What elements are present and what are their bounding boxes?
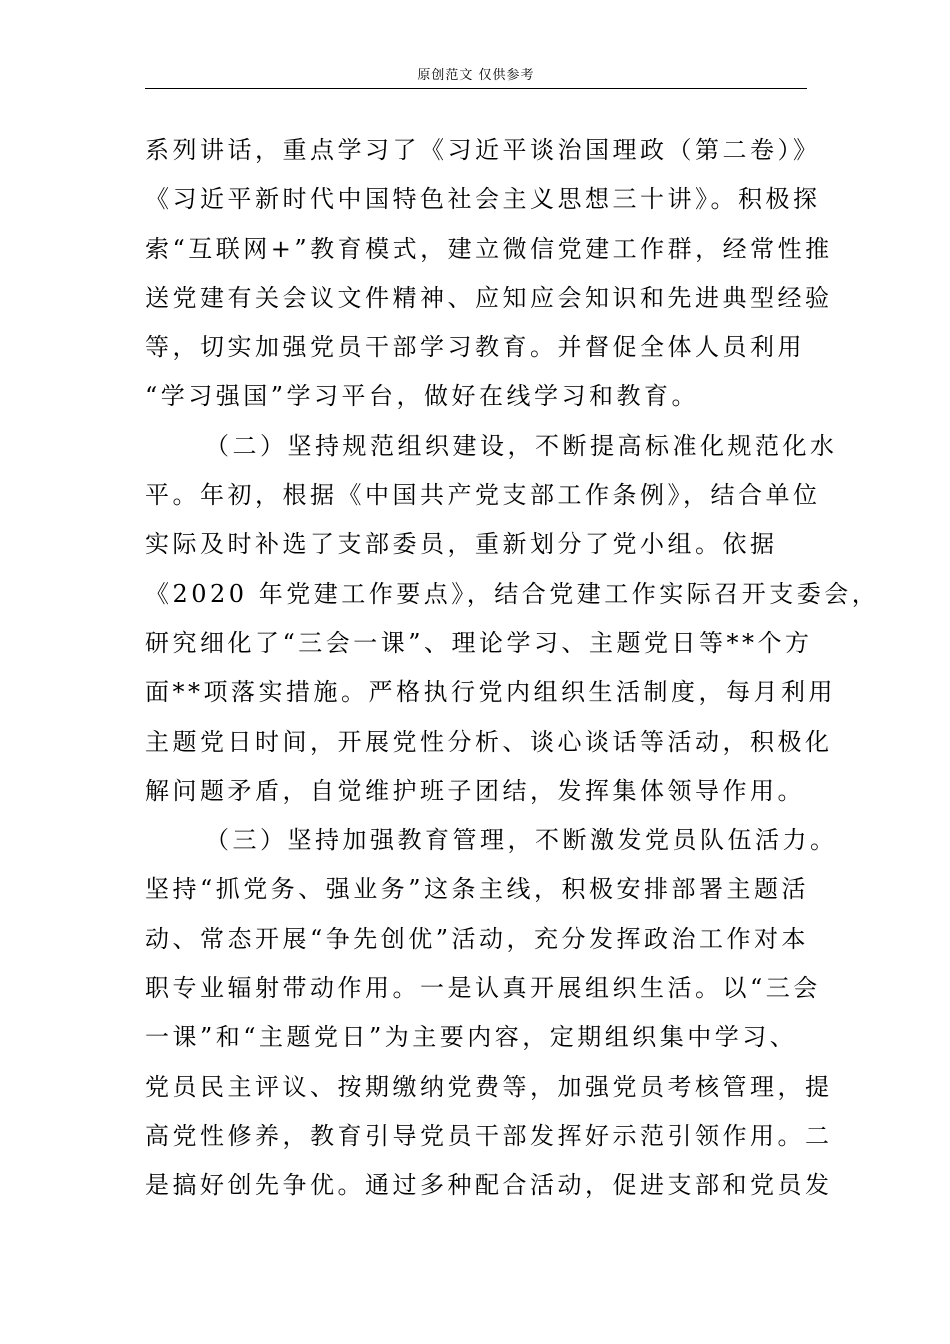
text-line: 等，切实加强党员干部学习教育。并督促全体人员利用 <box>145 333 805 362</box>
text-line: 索“互联网+”教育模式，建立微信党建工作群，经常性推 <box>145 234 833 263</box>
text-line: 主题党日时间，开展党性分析、谈心谈话等活动，积极化 <box>145 727 833 756</box>
text-line: 党员民主评议、按期缴纳党费等，加强党员考核管理，提 <box>145 1072 833 1101</box>
text-line: 系列讲话，重点学习了《习近平谈治国理政（第二卷）》 <box>145 136 821 164</box>
text-line: 《习近平新时代中国特色社会主义思想三十讲》。积极探 <box>145 185 821 214</box>
text-line: 面**项落实措施。严格执行党内组织生活制度，每月利用 <box>145 678 836 707</box>
text-line: 实际及时补选了支部委员，重新划分了党小组。依据 <box>145 530 778 559</box>
text-line: 是搞好创先争优。通过多种配合活动，促进支部和党员发 <box>145 1171 833 1200</box>
page-header: 原创范文 仅供参考 <box>417 68 535 83</box>
text-line: 动、常态开展“争先创优”活动，充分发挥政治工作对本 <box>145 924 810 953</box>
text-line: 高党性修养，教育引导党员干部发挥好示范引领作用。二 <box>145 1121 833 1150</box>
text-line: 研究细化了“三会一课”、理论学习、主题党日等**个方 <box>145 628 813 657</box>
text-line: 坚持“抓党务、强业务”这条主线，积极安排部署主题活 <box>145 875 810 904</box>
text-line: 平。年初，根据《中国共产党支部工作条例》，结合单位 <box>145 481 821 510</box>
text-line: 职专业辐射带动作用。一是认真开展组织生活。以“三会 <box>145 974 821 1003</box>
text-line: “学习强国”学习平台，做好在线学习和教育。 <box>145 382 700 411</box>
text-line: 一课”和“主题党日”为主要内容，定期组织集中学习、 <box>145 1023 798 1052</box>
header-rule <box>145 88 807 89</box>
document-body <box>145 126 880 1211</box>
section-heading-2: （二）坚持规范组织建设，不断提高标准化规范化水 <box>205 431 838 460</box>
text-line: 《2020 年党建工作要点》，结合党建工作实际召开支委会， <box>145 579 880 608</box>
text-line: 解问题矛盾，自觉维护班子团结，发挥集体领导作用。 <box>145 776 805 805</box>
section-heading-3: （三）坚持加强教育管理，不断激发党员队伍活力。 <box>205 826 838 855</box>
text-line: 送党建有关会议文件精神、应知应会知识和先进典型经验 <box>145 283 833 312</box>
